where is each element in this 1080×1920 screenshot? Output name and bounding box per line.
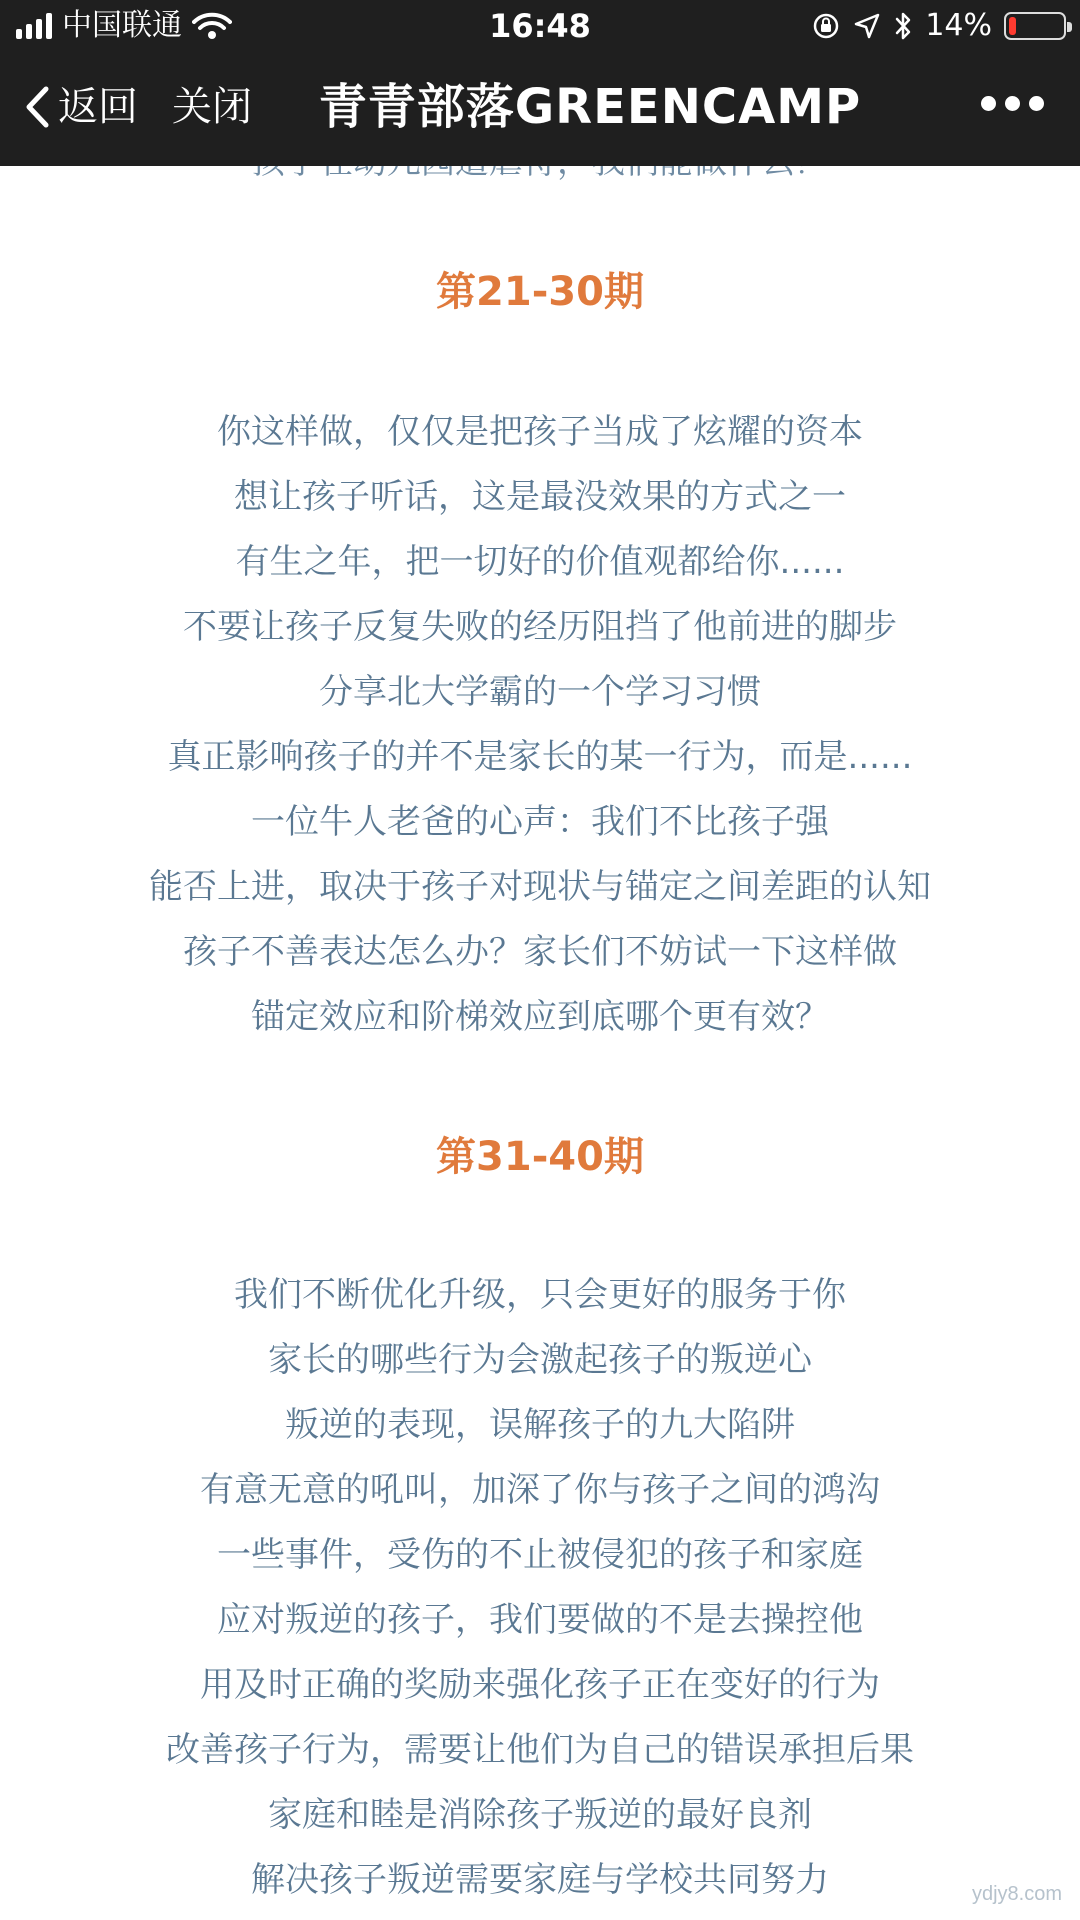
article-link[interactable]: 分享北大学霸的一个学习习惯 [319, 672, 761, 712]
article-link[interactable]: 一位牛人老爸的心声：我们不比孩子强 [251, 802, 829, 842]
article-link[interactable]: 锚定效应和阶梯效应到底哪个更有效？ [251, 997, 829, 1037]
battery-icon [1004, 12, 1066, 40]
watermark: ydjy8.com [971, 1883, 1062, 1905]
status-right [811, 8, 1066, 44]
status-bar [0, 0, 1080, 52]
status-time: 16:48 [489, 7, 591, 45]
section-list-31-40 [0, 1263, 1080, 1913]
battery-fill [1009, 17, 1016, 35]
article-link[interactable]: 应对叛逆的孩子，我们要做的不是去操控他 [217, 1600, 863, 1640]
orientation-lock-icon [811, 11, 841, 41]
article-link[interactable]: 改善孩子行为，需要让他们为自己的错误承担后果 [166, 1730, 914, 1770]
article-link[interactable]: 解决孩子叛逆需要家庭与学校共同努力 [251, 1860, 829, 1900]
more-menu-icon[interactable] [981, 96, 1044, 111]
article-link[interactable]: 能否上进，取决于孩子对现状与锚定之间差距的认知 [149, 867, 931, 907]
article-link[interactable]: 叛逆的表现，误解孩子的九大陷阱 [285, 1405, 795, 1445]
article-link[interactable]: 家长的哪些行为会激起孩子的叛逆心 [268, 1340, 812, 1380]
section-title-31-40: 第31-40期 [436, 1134, 644, 1180]
article-link[interactable]: 一些事件，受伤的不止被侵犯的孩子和家庭 [217, 1535, 863, 1575]
page-title: 青青部落GREENCAMP [318, 79, 862, 135]
back-button[interactable] [24, 80, 138, 134]
chevron-left-icon [24, 85, 50, 129]
article-link[interactable]: 有生之年，把一切好的价值观都给你...... [235, 542, 845, 582]
article-link[interactable]: 家庭和睦是消除孩子叛逆的最好良剂 [268, 1795, 812, 1835]
back-label: 返回 [58, 84, 138, 130]
section-list-21-30 [0, 400, 1080, 1050]
article-link[interactable]: 有意无意的吼叫，加深了你与孩子之间的鸿沟 [200, 1470, 880, 1510]
carrier-name: 中国联通 [62, 8, 182, 43]
article-link[interactable]: 想让孩子听话，这是最没效果的方式之一 [234, 477, 846, 517]
nav-bar [0, 52, 1080, 166]
article-link[interactable]: 你这样做，仅仅是把孩子当成了炫耀的资本 [217, 412, 863, 452]
location-arrow-icon [853, 12, 881, 40]
bluetooth-icon [893, 10, 913, 42]
close-button[interactable]: 关闭 [172, 84, 252, 130]
top-bar [0, 0, 1080, 166]
article-link[interactable]: 真正影响孩子的并不是家长的某一行为，而是...... [167, 737, 913, 777]
article-link[interactable]: 我们不断优化升级，只会更好的服务于你 [234, 1275, 846, 1315]
article-link[interactable]: 用及时正确的奖励来强化孩子正在变好的行为 [200, 1665, 880, 1705]
article-link[interactable]: 不要让孩子反复失败的经历阻挡了他前进的脚步 [183, 607, 897, 647]
section-title-21-30: 第21-30期 [436, 269, 644, 315]
battery-percentage: 14% [925, 8, 992, 43]
article-link[interactable]: 孩子不善表达怎么办？家长们不妨试一下这样做 [183, 932, 897, 972]
